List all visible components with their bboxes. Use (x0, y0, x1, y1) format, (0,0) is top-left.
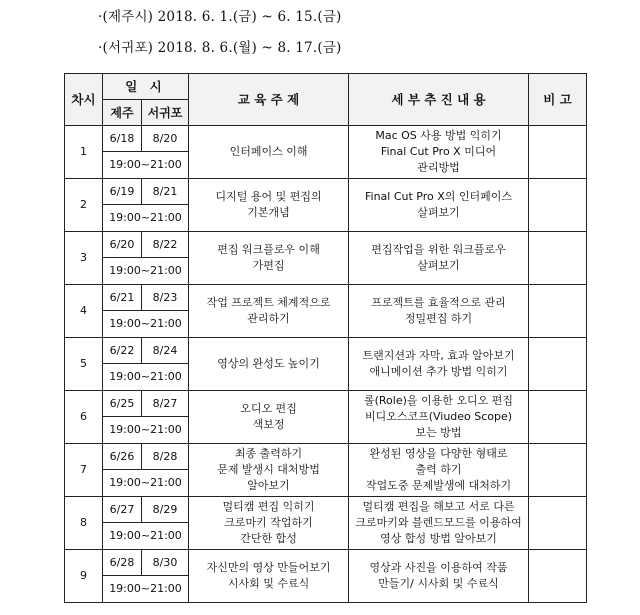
topic-cell (189, 338, 349, 391)
time-cell: 19:00~21:00 (103, 311, 189, 338)
remarks-cell (529, 497, 587, 550)
details-cell-line: 롤(Role)을 이용한 오디오 편집 (363, 394, 514, 407)
details-cell (349, 550, 529, 603)
topic-cell-line: 영상의 완성도 높이기 (217, 357, 320, 370)
details-cell-line: 관리방법 (417, 161, 460, 174)
date-jeju: 6/25 (103, 391, 142, 417)
date-seogwipo: 8/23 (142, 285, 189, 311)
header-session: 차시 (65, 74, 103, 126)
topic-cell-line: 관리하기 (247, 312, 290, 325)
header-jeju: 제주 (103, 100, 142, 126)
date-jeju: 6/20 (103, 232, 142, 258)
topic-cell-line: 오디오 편집 (240, 402, 297, 415)
table-row (65, 126, 587, 152)
table-row (65, 338, 587, 364)
time-cell: 19:00~21:00 (103, 152, 189, 179)
date-seogwipo: 8/28 (142, 444, 189, 470)
date-jeju: 6/26 (103, 444, 142, 470)
header-date: 일 시 (103, 74, 189, 100)
schedule-jeju: ·(제주시) 2018. 6. 1.(금) ~ 6. 15.(금) (98, 9, 342, 25)
topic-cell-line: 간단한 합성 (240, 532, 297, 545)
remarks-cell (529, 179, 587, 232)
session-number: 1 (65, 126, 103, 179)
topic-cell (189, 232, 349, 285)
details-cell (349, 126, 529, 179)
table-row (65, 285, 587, 311)
topic-cell-line: 작업 프로젝트 체계적으로 (206, 296, 331, 309)
date-jeju: 6/28 (103, 550, 142, 576)
details-cell-line: 작업도중 문제발생에 대처하기 (365, 479, 512, 492)
topic-cell (189, 285, 349, 338)
time-cell: 19:00~21:00 (103, 576, 189, 603)
details-cell (349, 497, 529, 550)
details-cell (349, 338, 529, 391)
topic-cell-line: 자신만의 영상 만들어보기 (206, 561, 331, 574)
remarks-cell (529, 391, 587, 444)
topic-cell (189, 126, 349, 179)
details-cell-line: 애니메이션 추가 방법 익히기 (369, 365, 508, 378)
remarks-cell (529, 444, 587, 497)
table-row (65, 550, 587, 576)
details-cell-line: Final Cut Pro X의 인터페이스 (364, 190, 513, 203)
details-cell (349, 444, 529, 497)
details-cell-line: 정밀편집 하기 (404, 312, 473, 325)
topic-cell-line: 인터페이스 이해 (229, 145, 308, 158)
table-row (65, 232, 587, 258)
table-row (65, 444, 587, 470)
date-seogwipo: 8/27 (142, 391, 189, 417)
remarks-cell (529, 338, 587, 391)
header-topic: 교 육 주 제 (189, 74, 349, 126)
topic-cell-line: 기본개념 (247, 206, 290, 219)
remarks-cell (529, 232, 587, 285)
header-remarks: 비 고 (529, 74, 587, 126)
remarks-cell (529, 550, 587, 603)
session-number: 9 (65, 550, 103, 603)
topic-cell-line: 디지털 용어 및 편집의 (215, 190, 322, 203)
session-number: 7 (65, 444, 103, 497)
topic-cell (189, 497, 349, 550)
details-cell-line: 살펴보기 (417, 206, 460, 219)
details-cell-line: 살펴보기 (417, 259, 460, 272)
details-cell-line: 영상과 사진을 이용하여 작품 (369, 561, 508, 574)
remarks-cell (529, 285, 587, 338)
details-cell-line: 멀티캠 편집을 해보고 서로 다른 (362, 500, 515, 513)
time-cell: 19:00~21:00 (103, 470, 189, 497)
date-seogwipo: 8/24 (142, 338, 189, 364)
schedule-seogwipo: ·(서귀포) 2018. 8. 6.(월) ~ 8. 17.(금) (98, 40, 342, 56)
details-cell (349, 232, 529, 285)
details-cell-line: 출력 하기 (415, 463, 462, 476)
topic-cell-line: 색보정 (252, 418, 285, 431)
details-cell-line: 영상 합성 방법 알아보기 (380, 532, 497, 545)
topic-cell-line: 시사회 및 수료식 (227, 577, 310, 590)
topic-cell-line: 멀티캠 편집 익히기 (222, 500, 315, 513)
details-cell-line: 크로마키와 블렌드모드를 이용하여 (355, 516, 522, 529)
details-cell-line: 보는 방법 (415, 426, 462, 439)
session-number: 2 (65, 179, 103, 232)
details-cell-line: 비디오스코프(Viudeo Scope) (364, 410, 513, 423)
details-cell-line: Mac OS 사용 방법 익히기 (375, 129, 502, 142)
topic-cell (189, 179, 349, 232)
time-cell: 19:00~21:00 (103, 258, 189, 285)
date-seogwipo: 8/20 (142, 126, 189, 152)
topic-cell (189, 550, 349, 603)
topic-cell-line: 가편집 (252, 259, 285, 272)
header-seogwipo: 서귀포 (142, 100, 189, 126)
header-details: 세 부 추 진 내 용 (349, 74, 529, 126)
session-number: 8 (65, 497, 103, 550)
date-jeju: 6/22 (103, 338, 142, 364)
details-cell (349, 391, 529, 444)
details-cell-line: 프로젝트를 효율적으로 관리 (371, 296, 506, 309)
time-cell: 19:00~21:00 (103, 205, 189, 232)
topic-cell (189, 444, 349, 497)
table-row (65, 179, 587, 205)
date-seogwipo: 8/29 (142, 497, 189, 523)
details-cell-line: 트랜지션과 자막, 효과 알아보기 (362, 349, 515, 362)
date-jeju: 6/21 (103, 285, 142, 311)
table-row (65, 497, 587, 523)
date-jeju: 6/18 (103, 126, 142, 152)
date-jeju: 6/27 (103, 497, 142, 523)
details-cell (349, 179, 529, 232)
curriculum-table (64, 73, 587, 603)
time-cell: 19:00~21:00 (103, 364, 189, 391)
details-cell-line: 만들기/ 시사회 및 수료식 (378, 577, 499, 590)
topic-cell-line: 크로마키 작업하기 (224, 516, 313, 529)
curriculum-body (65, 126, 587, 603)
time-cell: 19:00~21:00 (103, 523, 189, 550)
date-jeju: 6/19 (103, 179, 142, 205)
time-cell: 19:00~21:00 (103, 417, 189, 444)
session-number: 6 (65, 391, 103, 444)
session-number: 4 (65, 285, 103, 338)
date-seogwipo: 8/22 (142, 232, 189, 258)
topic-cell-line: 알아보기 (247, 479, 290, 492)
topic-cell-line: 최종 출력하기 (234, 447, 303, 460)
remarks-cell (529, 126, 587, 179)
topic-cell (189, 391, 349, 444)
details-cell (349, 285, 529, 338)
session-number: 5 (65, 338, 103, 391)
date-seogwipo: 8/30 (142, 550, 189, 576)
topic-cell-line: 편집 워크플로우 이해 (217, 243, 320, 256)
details-cell-line: Final Cut Pro X 미디어 (380, 145, 497, 158)
topic-cell-line: 문제 발생시 대처방법 (217, 463, 320, 476)
date-seogwipo: 8/21 (142, 179, 189, 205)
details-cell-line: 완성된 영상을 다양한 형태로 (369, 447, 508, 460)
details-cell-line: 편집작업을 위한 워크플로우 (371, 243, 506, 256)
session-number: 3 (65, 232, 103, 285)
table-row (65, 391, 587, 417)
